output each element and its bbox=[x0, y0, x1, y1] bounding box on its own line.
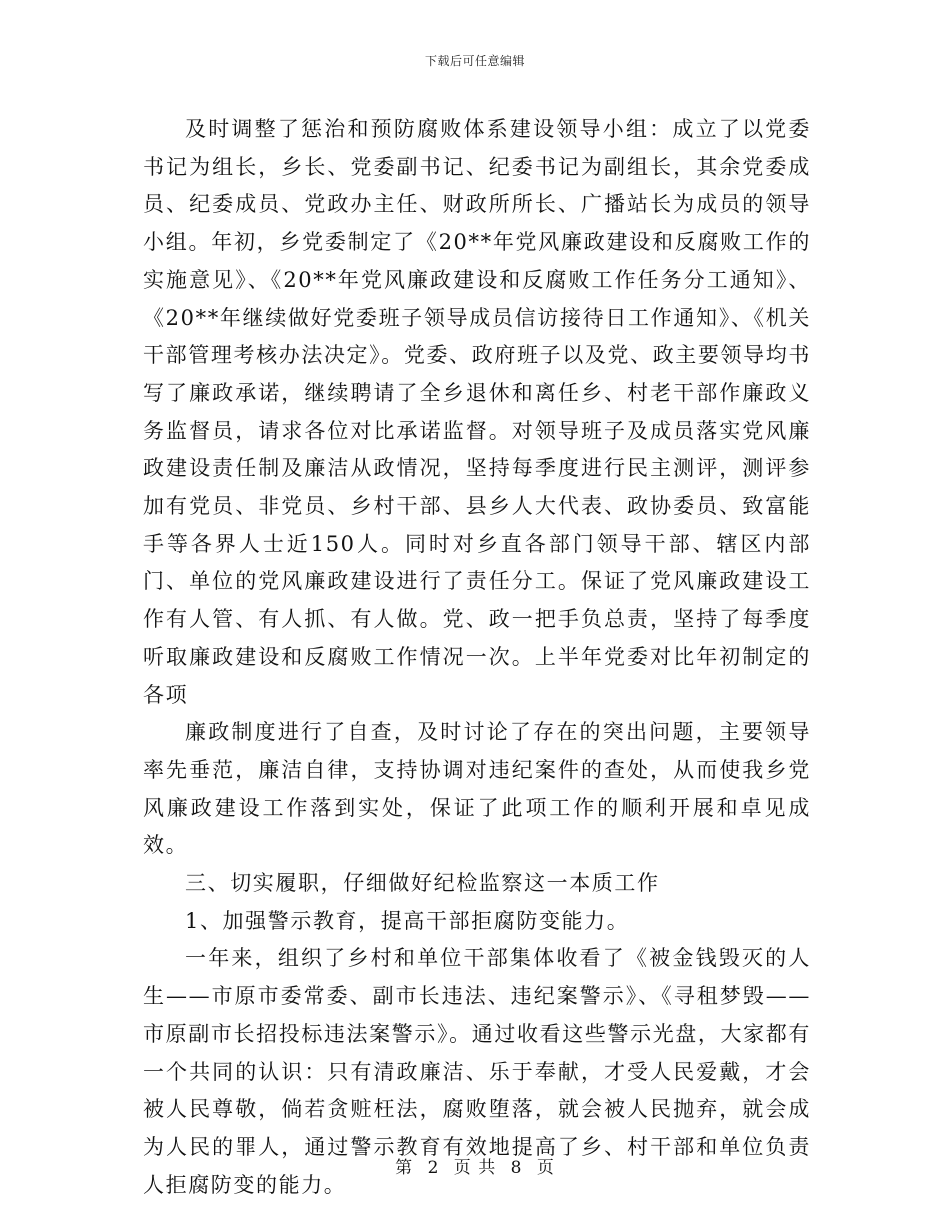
footer-middle: 页 共 bbox=[453, 1158, 497, 1178]
paragraph: 及时调整了惩治和预防腐败体系建设领导小组：成立了以党委书记为组长，乡长、党委副书记、纪委书记为副组长，其余党委成员、纪委成员、党政办主任、财政所所长、广播站长为成员的领导小组。年初，乡党委制定了《20**年党风廉政建设和反腐败工作的实施意见》、《20**年党风廉政建设和反腐败工作任务分工通知》、《20**年继续做好党委班子领导成员信访接待日工作通知》、《机关干部管理考核办法决定》。党委、政府班子以及党、政主要领导均书写了廉政承诺，继续聘请了全乡退休和离任乡、村老干部作廉政义务监督员，请求各位对比承诺监督。对领导班子及成员落实党风廉政建设责任制及廉洁从政情况，坚持每季度进行民主测评，测评参加有党员、非党员、乡村干部、县乡人大代表、政协委员、致富能手等各界人士近150人。同时对乡直各部门领导干部、辖区内部门、单位的党风廉政建设进行了责任分工。保证了党风廉政建设工作有人管、有人抓、有人做。党、政一把手负总责，坚持了每季度听取廉政建设和反腐败工作情况一次。上半年党委对比年初制定的各项 bbox=[143, 117, 811, 707]
footer-suffix: 页 bbox=[536, 1158, 555, 1178]
page-number-footer bbox=[0, 1153, 950, 1178]
document-body bbox=[143, 111, 811, 1204]
header-note: 下载后可任意编辑 bbox=[424, 54, 525, 68]
section-heading: 三、切实履职，仔细做好纪检监察这一本质工作 bbox=[185, 871, 660, 896]
paragraph: 廉政制度进行了自查，及时讨论了存在的突出问题，主要领导率先垂范，廉洁自律，支持协调对违纪案件的查处，从而使我乡党风廉政建设工作落到实处，保证了此项工作的顺利开展和卓见成效。 bbox=[143, 720, 811, 858]
current-page-number: 2 bbox=[427, 1158, 440, 1178]
subsection-heading: 1、加强警示教育，提高干部拒腐防变能力。 bbox=[185, 908, 630, 933]
paragraph: 一年来，组织了乡村和单位干部集体收看了《被金钱毁灭的人生——市原市委常委、副市长违法、违纪案警示》、《寻租梦毁——市原副市长招投标违法案警示》。通过收看这些警示光盘，大家都有一个共同的认识：只有清政廉洁、乐于奉献，才受人民爱戴，才会被人民尊敬，倘若贪赃枉法，腐败堕落，就会被人民抛弃，就会成为人民的罪人，通过警示教育有效地提高了乡、村干部和单位负责人拒腐防变的能力。 bbox=[143, 946, 811, 1197]
total-page-count: 8 bbox=[510, 1158, 523, 1178]
footer-prefix: 第 bbox=[395, 1158, 414, 1178]
